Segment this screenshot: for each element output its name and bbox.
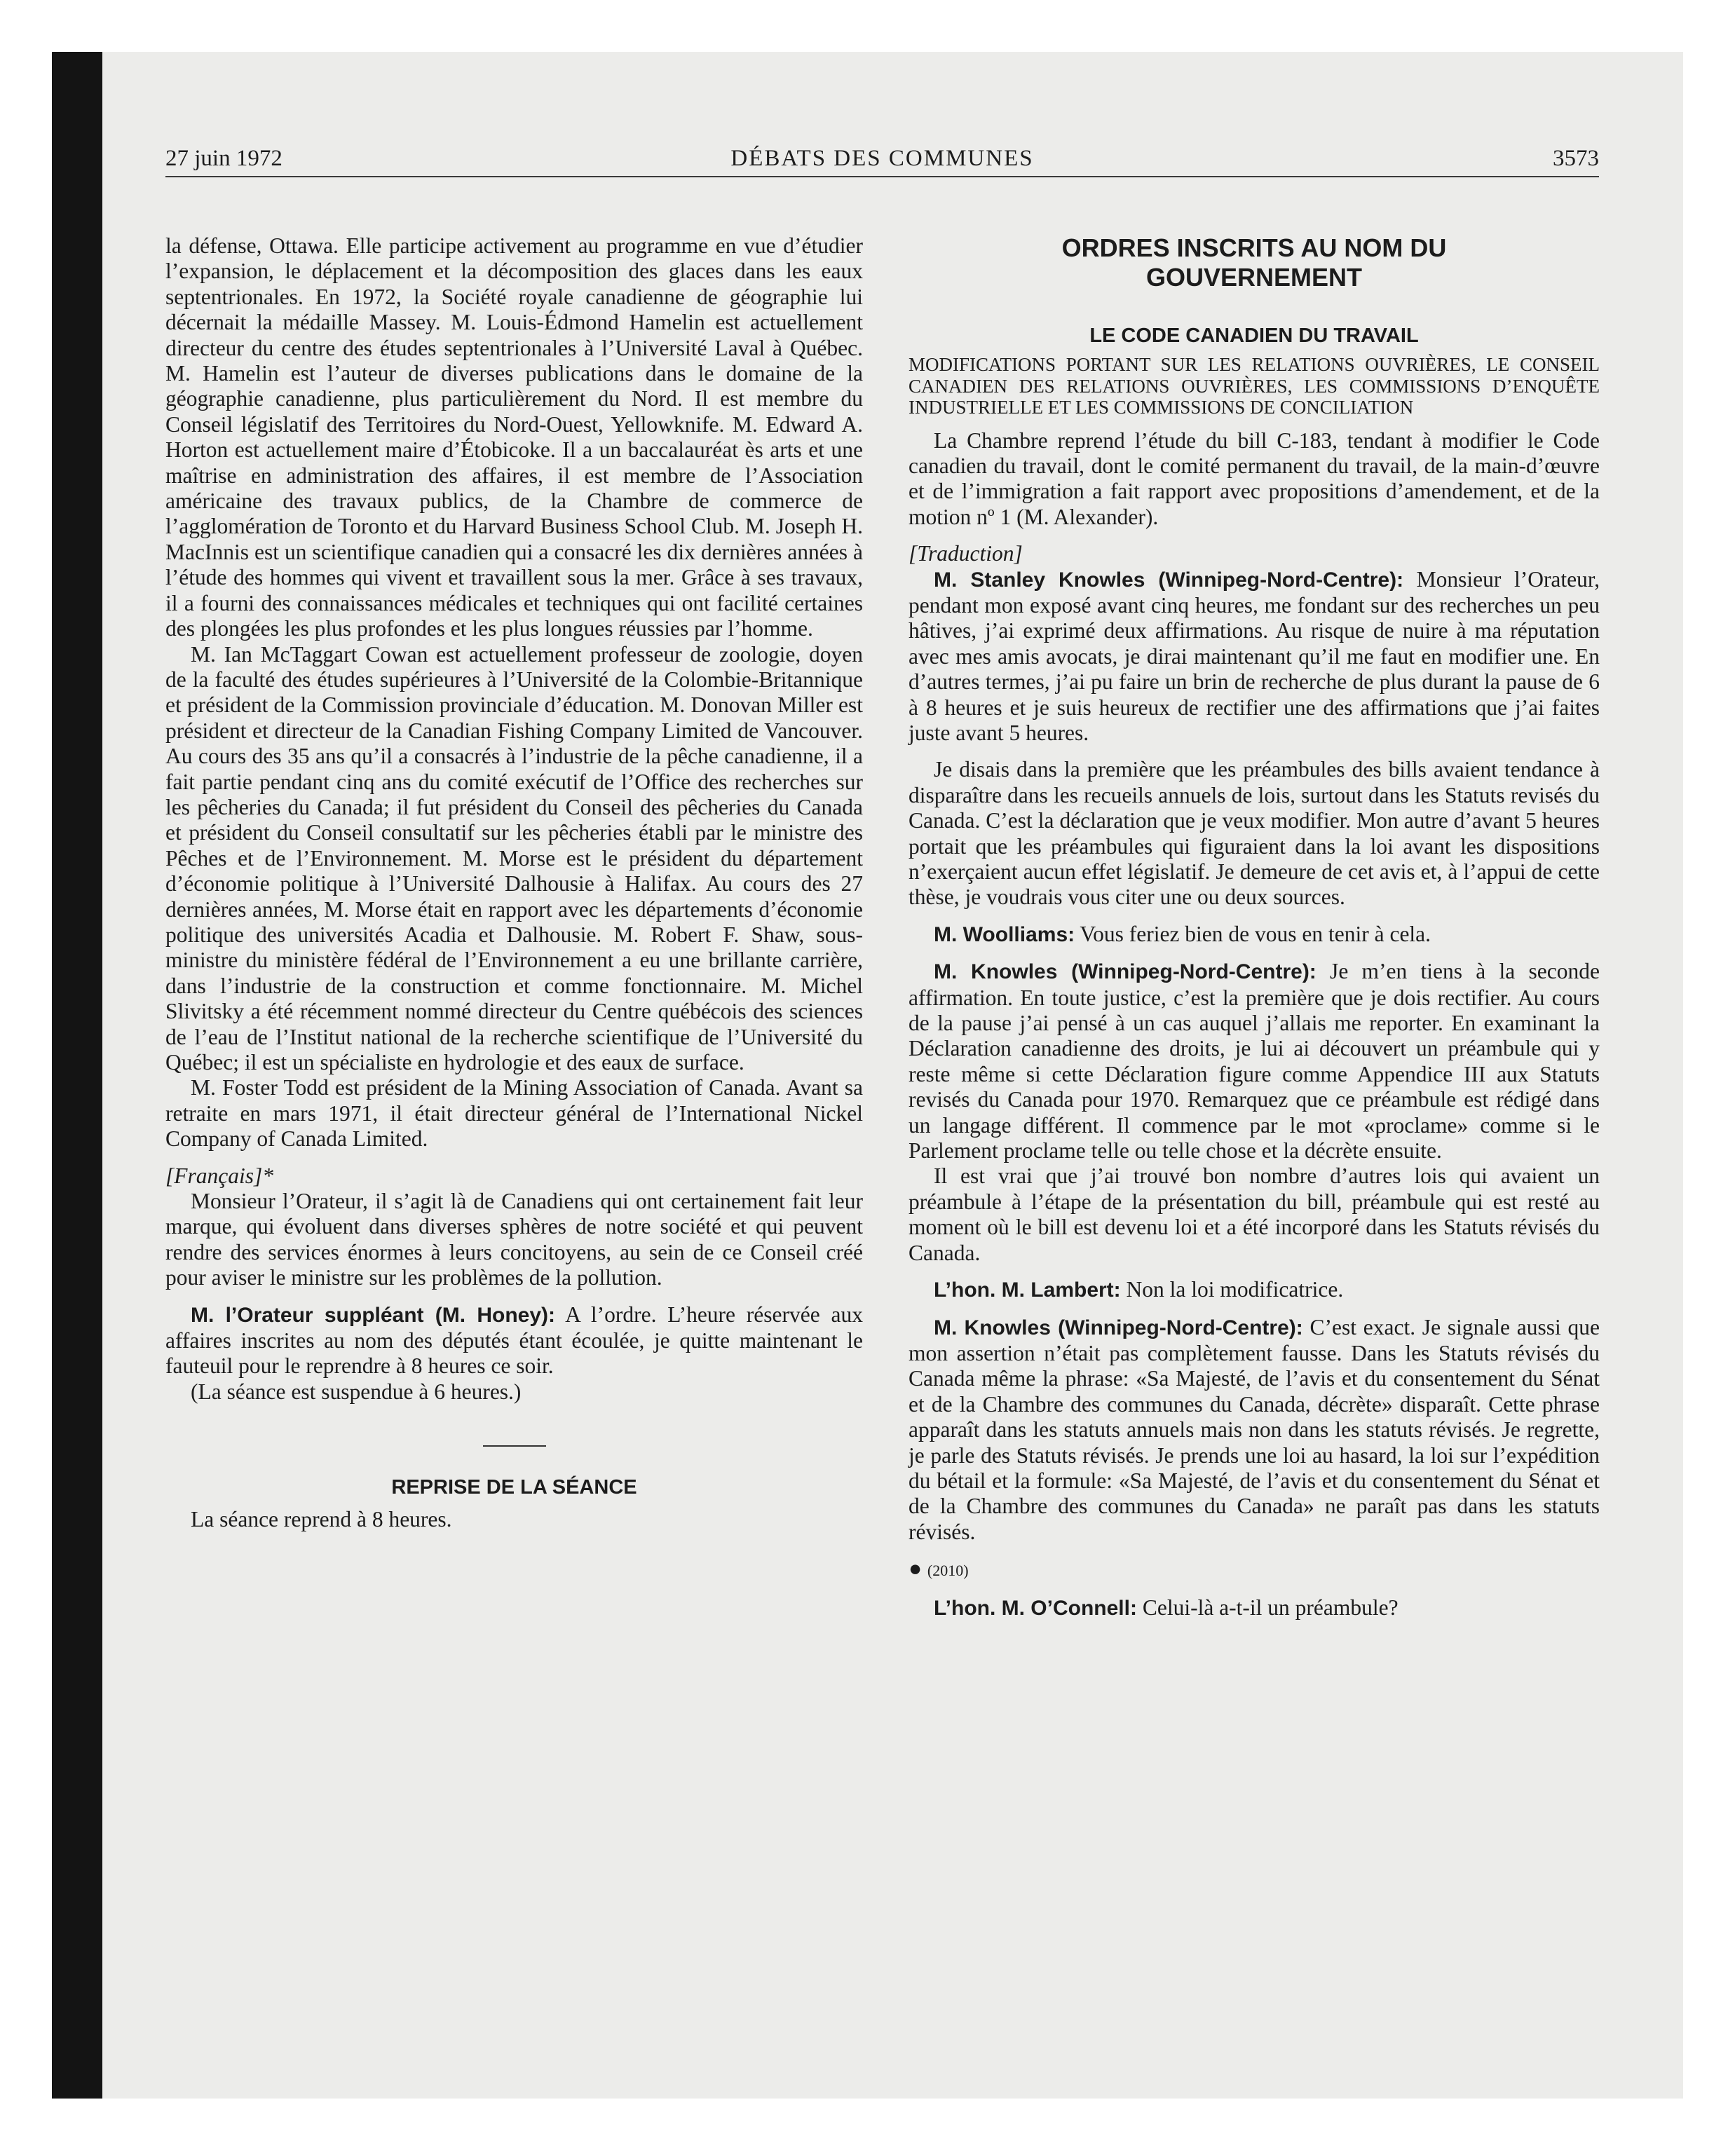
paragraph: Il est vrai que j’ai trouvé bon nombre d’autres lois qui avaient un préambule à l’étape de la présentation du bill, préambule qui est resté au moment où le bill est devenu loi et a été incorporé dans les Statuts révisés du Canada. [909,1164,1600,1265]
speaker-name: M. Woolliams: [934,922,1075,946]
paragraph: Je disais dans la première que les préambules des bills avaient tendance à disparaître dans les recueils annuels de lois, surtout dans les Statuts revisés du Canada. C’est la déclaration que je veux modifier. Mon autre d’avant 5 heures portait que les préambules qui figuraient dans la loi avant les dispositions n’exerçaient aucun effet législatif. Je demeure de cet avis et, à l’appui de cette thèse, je voudrais vous citer une ou deux sources. [909,757,1600,910]
section-heading: REPRISE DE LA SÉANCE [391,1476,637,1499]
speaker-name: L’hon. M. O’Connell: [934,1596,1137,1620]
header-date: 27 juin 1972 [165,146,283,171]
speech-paragraph [909,922,1600,948]
time-marker: ● (2010) [909,1556,969,1581]
speaker-name: L’hon. M. Lambert: [934,1278,1121,1302]
bullet-icon: ● [909,1556,923,1581]
page-header [165,142,1599,177]
speech-paragraph [909,959,1600,1164]
speech-text: Vous feriez bien de vous en tenir à cela. [1075,921,1431,946]
paragraph: M. Foster Todd est président de la Mining Association of Canada. Avant sa retraite en mars 1971, il était directeur général de l’International Nickel Company of Canada Limited. [165,1075,863,1152]
speech-paragraph [909,1595,1600,1621]
speech-paragraph [909,1315,1600,1546]
page-number: 3573 [1553,146,1599,171]
paragraph: la défense, Ottawa. Elle participe activement au programme en vue d’étudier l’expansion, le déplacement et la décomposition des glaces dans les eaux septentrionales. En 1972, la Société royale canadienne de géographie lui décernait la médaille Massey. M. Louis-Édmond Hamelin est actuellement directeur du centre des études septentrionales à l’Université Laval à Québec. M. Hamelin est l’auteur de diverses publications dans le domaine de la géographie canadienne, plus particulièrement du Nord. Il est membre du Conseil législatif des Territoires du Nord-Ouest, Yellowknife. M. Edward A. Horton est actuellement maire d’Étobicoke. Il a un baccalauréat ès arts et une maîtrise en administration des affaires, il est membre de l’Association américaine des travaux publics, de la Chambre de commerce de l’agglomération de Toronto et du Harvard Business School Club. M. Joseph H. MacInnis est un scientifique canadien qui a consacré les dix dernières années à l’étude des hommes qui vivent et travaillent sous la mer. Grâce à ses travaux, il a fourni des connaissances médicales et techniques qui ont facilité certaines des plongées les plus profondes et les plus longues réussies par l’homme. [165,233,863,641]
paragraph: Monsieur l’Orateur, il s’agit là de Canadiens qui ont certainement fait leur marque, qui évoluent dans diverses sphères de notre société et qui peuvent rendre des services énormes à leurs concitoyens, au sein de ce Conseil créé pour aviser le ministre sur les problèmes de la pollution. [165,1189,863,1290]
speaker-name: M. l’Orateur suppléant (M. Honey): [191,1303,556,1327]
speech-text: Non la loi modificatrice. [1120,1277,1344,1302]
speech-paragraph [165,1302,863,1379]
translation-tag: [Traduction] [909,541,1023,566]
bill-title: LE CODE CANADIEN DU TRAVAIL [1089,325,1419,347]
paragraph: La Chambre reprend l’étude du bill C-183, tendant à modifier le Code canadien du travail, dont le comité permanent du travail, de la main-d’œuvre et de l’immigration a fait rapport avec propositions d’amendement, et de la motion nº 1 (M. Alexander). [909,428,1600,529]
paragraph: M. Ian McTaggart Cowan est actuellement professeur de zoologie, doyen de la faculté des études supérieures à l’Université de la Colombie-Britannique et président de la Commission provinciale d’éducation. M. Donovan Miller est président et directeur de la Canadian Fishing Company Limited de Vancouver. Au cours des 35 ans qu’il a consacrés à l’industrie de la pêche canadienne, il a fait partie pendant cinq ans du comité exécutif de l’Office des recherches sur les pêcheries du Canada; il fut président du Conseil des pêcheries du Canada et président du Conseil consultatif sur les pêcheries établi par le ministre des Pêches et de l’Environnement. M. Morse est le président du département d’économie politique à l’Université Dalhousie à Halifax. Au cours des 27 dernières années, M. Morse était en rapport avec les départements d’économie politique des universités Acadia et Dalhousie. M. Robert F. Shaw, sous-ministre du ministère fédéral de l’Environnement a eu une brillante carrière, dans l’industrie de la construction et comme fonctionnaire. M. Michel Slivitsky a été récemment nommé directeur du Centre québécois des sciences de l’eau de l’Institut national de la recherche scientifique de l’Université du Québec; il est un spécialiste en hydrologie et des eaux de surface. [165,641,863,1074]
section-title: GOUVERNEMENT [1145,263,1363,292]
paragraph: La séance reprend à 8 heures. [191,1507,452,1532]
speech-text: A l’ordre. L’heure réservée aux affaires inscrites au nom des députés étant écoulée, je quitte maintenant le fauteuil pour le reprendre à 8 heures ce soir. [165,1302,863,1379]
header-title: DÉBATS DES COMMUNES [730,146,1034,171]
section-title: ORDRES INSCRITS AU NOM DU [1061,233,1447,262]
scan-edge [52,52,102,2099]
left-column [165,233,863,1533]
speech-paragraph [909,1277,1600,1303]
right-column [909,233,1600,1621]
language-tag: [Français]* [165,1163,274,1188]
speech-text: Monsieur l’Orateur, pendant mon exposé avant cinq heures, me fondant sur des recherches un peu hâtives, j’ai exprimé deux affirmations. Au risque de nuire à ma réputation avec mes amis avocats, je dirai maintenant qu’il me faut en modifier une. En d’autres termes, j’ai pu faire un brin de recherche de plus durant la pause de 6 à 8 heures et je suis heureux de rectifier une des affirmations que j’ai faites juste avant 5 heures. [909,566,1600,745]
speaker-name: M. Knowles (Winnipeg-Nord-Centre): [934,960,1316,984]
speech-text: C’est exact. Je signale aussi que mon assertion n’était pas complètement fausse. Dans les Statuts révisés du Canada même la phrase: «Sa Majesté, de l’avis et du consentement du Sénat et de la Chambre des communes du Canada, décrète» disparaît. Cette phrase apparaît dans les statuts annuels mais non dans les statuts révisés. Je regrette, je parle des Statuts révisés. Je prends une loi au hasard, la loi sur l’expédition du bétail et la formule: «Sa Majesté, de l’avis et du consentement du Sénat et de la Chambre des communes du Canada» ne paraît pas dans les statuts révisés. [909,1314,1600,1544]
speech-text: Je m’en tiens à la seconde affirmation. En toute justice, c’est la première que je dois rectifier. Au cours de la pause j’ai pensé à un cas auquel j’allais me reporter. En examinant la Déclaration canadienne des droits, je lui ai découvert un préambule qui y reste même si cette Déclaration figure comme Appendice III aux Statuts revisés du Canada pour 1970. Remarquez que ce préambule est rédigé dans un langage différent. Il commence par le mot «proclame» comme si le Parlement proclame telle ou telle chose et la décrète ensuite. [909,959,1600,1164]
bill-subtitle: MODIFICATIONS PORTANT SUR LES RELATIONS OUVRIÈRES, LE CONSEIL CANADIEN DES RELATIONS OUVRIÈRES, LES COMMISSIONS D’ENQUÊTE INDUSTRIELLE ET LES COMMISSIONS DE CONCILIATION [909,354,1600,418]
paragraph: (La séance est suspendue à 6 heures.) [191,1379,522,1404]
speaker-name: M. Stanley Knowles (Winnipeg-Nord-Centre): [934,568,1404,592]
speech-text: Celui-là a-t-il un préambule? [1136,1595,1399,1620]
speech-paragraph [909,567,1600,746]
speaker-name: M. Knowles (Winnipeg-Nord-Centre): [934,1316,1303,1339]
